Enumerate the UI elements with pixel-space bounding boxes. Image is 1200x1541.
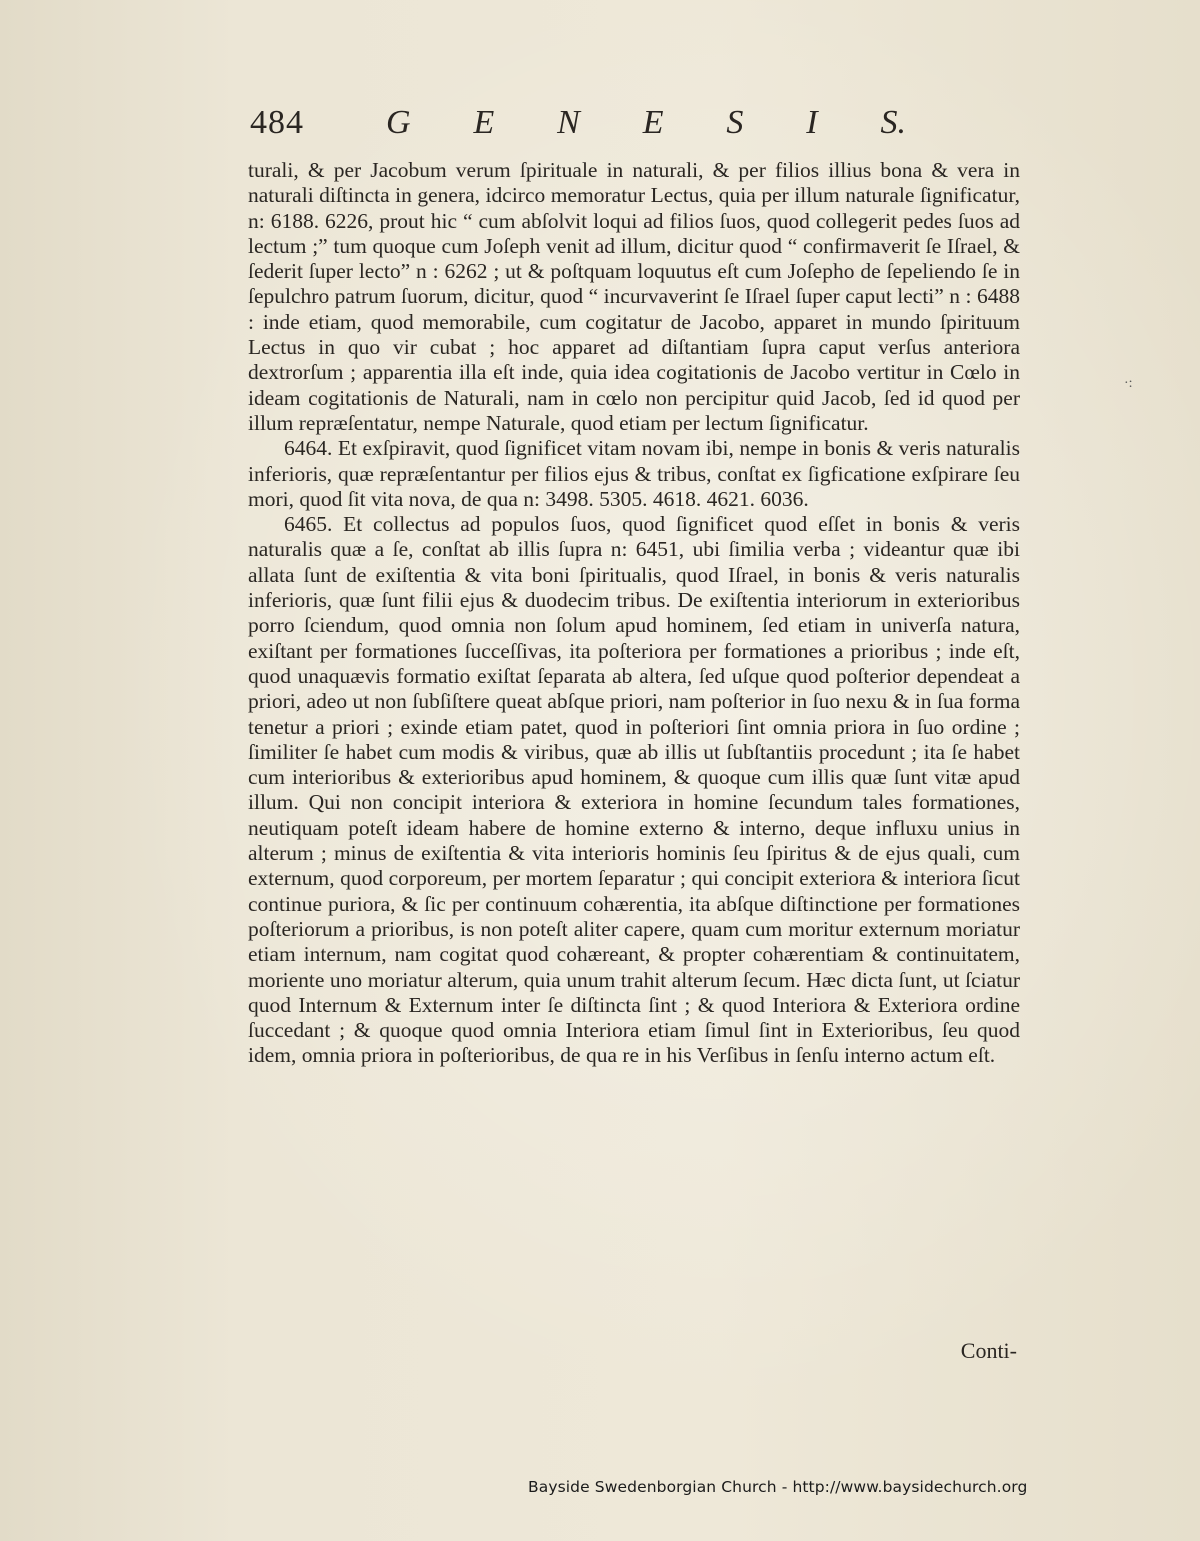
- paragraph-6464: 6464. Et exſpiravit, quod ſignificet vitam novam ibi, nempe in bonis & veris naturalis inferioris, quæ repræſentantur per filios ejus & tribus, conſtat ex ſigficatione exſpirare ſeu mori, quod ſit vita nova, de qua n: 3498. 5305. 4618. 4621. 6036.: [248, 436, 1020, 511]
- running-title-letter: E: [642, 104, 664, 141]
- running-title-letter: I: [806, 104, 818, 141]
- running-title-letter: S.: [880, 104, 906, 141]
- page-number: 484: [250, 104, 304, 141]
- page-header: [250, 98, 1030, 148]
- running-title-letter: S: [726, 104, 744, 141]
- running-title-letter: N: [557, 104, 580, 141]
- stray-mark: ·:: [1124, 376, 1133, 391]
- footer-credit: Bayside Swedenborgian Church - http://www.baysidechurch.org: [528, 1478, 1028, 1496]
- running-title-letter: E: [473, 104, 495, 141]
- running-title-letter: G: [386, 104, 411, 141]
- running-title: [386, 104, 906, 142]
- body-text: [248, 158, 1020, 1069]
- paragraph-continuation: turali, & per Jacobum verum ſpirituale in naturali, & per filios illius bona & vera in naturali diſtincta in genera, idcirco memoratur Lectus, quia per illum naturale ſignificatur, n: 6188. 6226, prout hic “ cum abſolvit loqui ad filios ſuos, quod collegerit pedes ſuos ad lectum ;” tum quoque cum Joſeph venit ad illum, dicitur quod “ confirmaverit ſe Iſrael, & ſederit ſuper lecto” n : 6262 ; ut & poſtquam loquutus eſt cum Joſepho de ſepeliendo ſe in ſepulchro patrum ſuorum, dicitur, quod “ incurvaverint ſe Iſrael ſuper caput lecti” n : 6488 : inde etiam, quod memorabile, cum cogitatur de Jacobo, apparet in mundo ſpirituum Lectus in quo vir cubat ; hoc apparet ad diſtantiam ſupra caput verſus anteriora dextrorſum ; apparentia illa eſt inde, quia idea cogitationis de Jacobo vertitur in Cœlo in ideam cogitationis de Naturali, nam in cœlo non percipitur quid Jacob, ſed id quod per illum repræſentatur, nempe Naturale, quod etiam per lectum ſignificatur.: [248, 158, 1020, 435]
- paragraph-6465: 6465. Et collectus ad populos ſuos, quod ſignificet quod eſſet in bonis & veris naturalis quæ a ſe, conſtat ab illis ſupra n: 6451, ubi ſimilia verba ; videantur quæ ibi allata ſunt de exiſtentia & vita boni ſpiritualis, quod Iſrael, in bonis & veris naturalis inferioris, quæ ſunt filii ejus & duodecim tribus. De exiſtentia interiorum in exterioribus porro ſciendum, quod omnia non ſolum apud hominem, ſed etiam in univerſa natura, exiſtant per formationes ſucceſſivas, ita poſteriora per formationes a prioribus ; inde eſt, quod unaquævis formatio exiſtat ſeparata ab altera, ſed uſque quod poſterior dependeat a priori, adeo ut non ſubſiſtere queat abſque priori, nam poſterior in ſuo nexu & in ſua forma tenetur a priori ; exinde etiam patet, quod in poſteriori ſint omnia priora in ſuo ordine ; ſimiliter ſe habet cum modis & viribus, quæ ab illis ut ſubſtantiis procedunt ; ita ſe habet cum interioribus & exterioribus apud hominem, & quoque cum illis quæ ſunt vitæ apud illum. Qui non concipit interiora & exteriora in homine ſecundum tales formationes, neutiquam poteſt ideam habere de homine externo & interno, deque influxu unius in alterum ; minus de exiſtentia & vita interioris hominis ſeu ſpiritus & de ejus quali, cum externum, quod corporeum, per mortem ſeparatur ; qui concipit exteriora & interiora ſicut continue puriora, & ſic per continuum cohærentia, ita abſque diſtinctione per formationes poſteriorum a prioribus, is non poteſt aliter capere, quam cum moritur externum moriatur etiam internum, nam cogitat quod cohæreant, & propter cohærentiam & continuitatem, moriente uno moriatur alterum, quia unum trahit alterum ſecum. Hæc dicta ſunt, ut ſciatur quod Internum & Externum inter ſe diſtincta ſint ; & quod Interiora & Exteriora ordine ſuccedant ; & quoque quod omnia Interiora etiam ſimul ſint in Exterioribus, ſeu quod idem, omnia priora in poſterioribus, de qua re in his Verſibus in ſenſu interno actum eſt.: [248, 512, 1020, 1068]
- catchword: Conti-: [960, 1338, 1017, 1363]
